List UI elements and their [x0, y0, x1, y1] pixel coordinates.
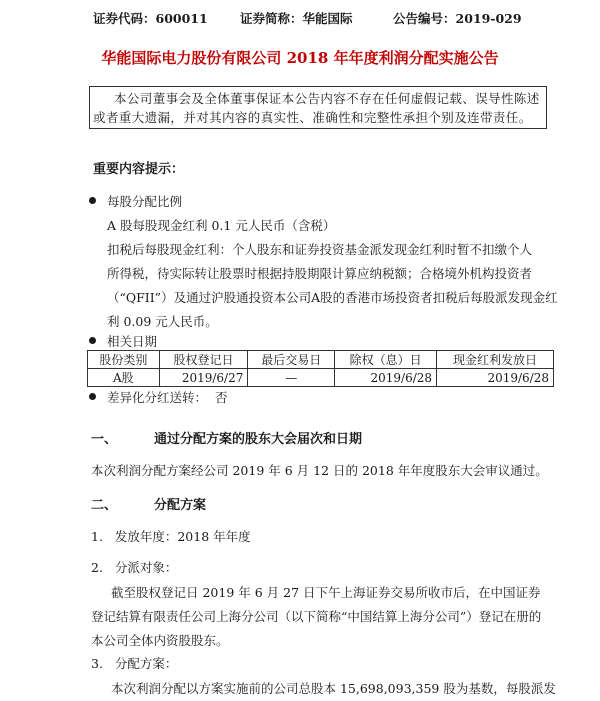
per-share-line: A 股每股现金红利 0.1 元人民币（含税） [107, 218, 336, 233]
stock-abbreviation: 证券简称：华能国际 [240, 11, 353, 26]
section-2-number: 二、 [91, 498, 118, 513]
page-title: 华能国际电力股份有限公司 2018 年年度利润分配实施公告 [101, 49, 499, 67]
recipients-line: 本公司全体内资股股东。 [91, 633, 229, 648]
table-cell: 2019/6/28 [437, 369, 554, 387]
differentiated-dividend-line: 差异化分红送转： 否 [107, 390, 228, 405]
table-header: 除权（息）日 [335, 351, 437, 369]
table-header: 股份类别 [88, 351, 160, 369]
table-cell: 2019/6/27 [159, 369, 248, 387]
recipients-line: 截至股权登记日 2019 年 6 月 27 日下午上海证券交易所收市后，在中国证券 [111, 585, 541, 600]
dates-table [87, 350, 554, 387]
per-share-line: 扣税后每股现金红利：个人股东和证券投资基金派发现金红利时暂不扣缴个人 [107, 242, 533, 257]
item-recipients: 2. 分派对象： [91, 560, 178, 575]
stock-code: 证券代码：600011 [93, 11, 208, 26]
announcement-number: 公告编号：2019-029 [393, 11, 522, 26]
per-share-line: 所得税，待实际转让股票时根据持股期限计算应纳税额；合格境外机构投资者 [107, 266, 533, 281]
item-plan: 3. 分配方案： [91, 656, 178, 671]
section-1-number: 一、 [91, 432, 118, 447]
disclaimer-line-2: 或者重大遗漏，并对其内容的真实性、准确性和完整性承担个别及连带责任。 [93, 110, 532, 125]
bullet-icon [89, 393, 96, 400]
per-share-title: 每股分配比例 [107, 194, 183, 209]
item-year: 1. 发放年度：2018 年年度 [91, 529, 251, 544]
table-header: 股权登记日 [159, 351, 248, 369]
disclaimer-line-1: 本公司董事会及全体董事保证本公告内容不存在任何虚假记载、误导性陈述 [114, 91, 540, 106]
recipients-line: 登记结算有限责任公司上海分公司（以下简称“中国结算上海分公司”）登记在册的 [91, 609, 542, 624]
bullet-icon [89, 197, 96, 204]
per-share-line: 利 0.09 元人民币。 [107, 314, 218, 329]
bullet-icon [89, 337, 96, 344]
dates-title: 相关日期 [107, 334, 158, 349]
key-points-heading: 重要内容提示： [93, 162, 185, 177]
table-cell: 2019/6/28 [335, 369, 437, 387]
per-share-line: （“QFII”）及通过沪股通投资本公司A股的香港市场投资者扣税后每股派发现金红 [107, 290, 558, 305]
table-header: 现金红利发放日 [437, 351, 554, 369]
section-1-text: 本次利润分配方案经公司 2019 年 6 月 12 日的 2018 年年度股东大会审议通过。 [91, 463, 548, 478]
plan-line: 本次利润分配以方案实施前的公司总股本 15,698,093,359 股为基数，每股派发 [111, 681, 556, 696]
table-header-row [88, 351, 554, 369]
section-2-title: 分配方案 [154, 498, 207, 513]
table-row [88, 369, 554, 387]
table-header: 最后交易日 [248, 351, 335, 369]
table-cell: A股 [88, 369, 160, 387]
section-1-title: 通过分配方案的股东大会届次和日期 [154, 432, 363, 447]
table-cell: — [248, 369, 335, 387]
